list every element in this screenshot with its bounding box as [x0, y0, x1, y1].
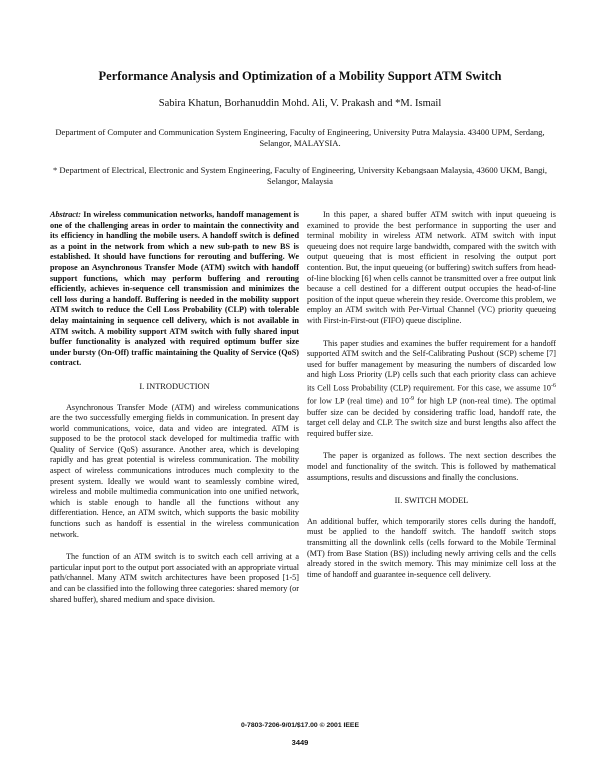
- p2-exponent-1: -6: [551, 382, 556, 389]
- section-heading-introduction: I. INTRODUCTION: [139, 381, 210, 391]
- right-paragraph-2: [307, 339, 556, 440]
- copyright-footer: 0-7803-7206-9/01/$17.00 © 2001 IEEE: [241, 722, 359, 729]
- p2-text-c: for high LP (non-real time). The optimal buffer size can be decided by considering traffic load, handoff rate, the target cell delay and CLP. The switch size and burst lengths also affect the required buffer size.: [307, 396, 556, 438]
- intro-paragraph-2: The function of an ATM switch is to switch each cell arriving at a particular input port to the output port associated with an appropriate virtual path/channel. Many ATM switch architectures have been proposed [1-5] and can be classified into the following three categories: shared memory (or shared buffer), shared medium and space division.: [50, 552, 299, 604]
- right-paragraph-4: An additional buffer, which temporarily stores cells during the handoff, must be applied to the handoff switch. The handoff switch stops transmitting all the downlink cells (cells forward to the Mobile Terminal (MT) from Base Station (BS)) including newly arriving cells and the cells already stored in the switch memory. This may minimize cell loss at the time of handoff and guarantee in-sequence cell delivery.: [307, 516, 556, 579]
- p2-text-a: This paper studies and examines the buffer requirement for a handoff supported ATM switch and the Self-Calibrating Pushout (SCP) scheme [7] used for buffer management by measuring the numbers of discarded low and high Loss Priority (LP) cells such that each priority class can achieve its Cell Loss Probability (CLP) requirement. For this case, we assume 10: [307, 338, 556, 393]
- section-heading-switch-model: II. SWITCH MODEL: [394, 496, 469, 506]
- right-paragraph-3: The paper is organized as follows. The next section describes the model and functionality of the switch. This is followed by mathematical assumptions, results and discussions and finally the conclusions.: [307, 451, 556, 482]
- abstract-text: In wireless communication networks, handoff management is one of the challenging areas in order to maintain the connectivity and its efficiency in handling the mobile users. A handoff switch is defined as a point in the network from which a new sub-path to new BS is established. It should have functions for rerouting and buffering. We propose an Asynchronous Transfer Mode (ATM) switch with handoff support functions, which may perform buffering and rerouting efficiently, achieves in-sequence cell transmission and minimizes the cell loss during a handoff. Buffering is needed in the mobility support ATM switch to reduce the Cell Loss Probability (CLP) with tolerable delay maintaining in sequence cell delivery, which is not available in ATM switch. A mobility support ATM switch with fully shared input buffer functionality is analyzed with required optimum buffer size under bursty (On-Off) traffic maintaining the Quality of Service (QoS) contract.: [50, 210, 299, 368]
- p2-text-b: for low LP (real time) and 10: [307, 396, 409, 406]
- paper-title: Performance Analysis and Optimization of a Mobility Support ATM Switch: [98, 69, 502, 83]
- affiliation-primary: Department of Computer and Communication System Engineering, Faculty of Engineering, University Putra Malaysia. 43400 UPM, Serdang, Selangor, MALAYSIA.: [55, 127, 545, 148]
- left-column: [50, 210, 299, 605]
- right-column: [307, 210, 556, 580]
- page-number: 3449: [291, 738, 309, 747]
- abstract: [50, 210, 299, 369]
- p2-exponent-2: -9: [408, 396, 414, 403]
- intro-paragraph-1: Asynchronous Transfer Mode (ATM) and wireless communications are the two successfully emerging fields in communication. In present day world communications, voice, data and video are integrated. ATM is supposed to be the protocol stack developed for multimedia traffic with Quality of Service (QoS) assurance. Another area, which is developing rapidly and has great potential is wireless communication. The mobility aspect of wireless communications introduces much complexity to the present system. Ideally we would want to seamlessly combine wired, wireless and mobile multimedia communication into one unified network, which is stable enough to handle all the functions without any differentiation. Hence, an ATM switch, which supports the basic mobility functions such as handoff is essential in the wireless communication network.: [50, 402, 299, 539]
- right-paragraph-1: In this paper, a shared buffer ATM switch with input queueing is examined to provide the best performance in supporting the user and terminal mobility in wireless ATM network. ATM switch with input queueing does not require large bandwidth, compared with the switch with output queueing that is most efficient in resolving the output port contention. But, the input queueing (or buffering) switch suffers from head-of-line blocking [6] when cells cannot be transmitted over a free output link because a cell destined for a different output occupies the head-of-line position of the input queue wherein they reside. Overcome this problem, we employ an ATM switch with Per-Virtual Channel (VC) priority queueing with First-in-First-out (FIFO) queue discipline.: [307, 210, 556, 325]
- author-list: Sabira Khatun, Borhanuddin Mohd. Ali, V. Prakash and *M. Ismail: [158, 98, 442, 109]
- affiliation-secondary: * Department of Electrical, Electronic and System Engineering, Faculty of Engineering, University Kebangsaan Malaysia, 43600 UKM, Bangi, Selangor, Malaysia: [52, 165, 547, 186]
- abstract-label: Abstract:: [50, 210, 81, 219]
